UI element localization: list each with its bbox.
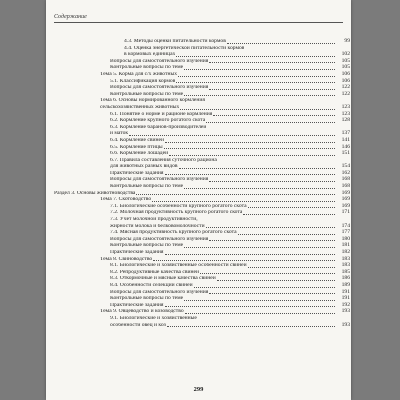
- toc-page-number: 186: [341, 275, 350, 282]
- toc-entry-title: в кормовых единицах: [124, 52, 176, 58]
- dot-leader: [248, 206, 335, 208]
- toc-entry: [46, 58, 351, 65]
- dot-leader: [184, 94, 335, 96]
- dot-leader: [184, 187, 335, 189]
- toc-entry-title: Вопросы для самостоятельного изучения: [110, 289, 209, 295]
- toc-entry-title: 6.4. Кормление свиней: [110, 137, 165, 143]
- toc-entry-title: Тема 8. Свиноводство: [100, 256, 153, 262]
- toc-entry-title: 7.1. Биологические особенности крупного рогатого скота: [110, 203, 247, 209]
- toc-entry-title: Контрольные вопросы по теме: [110, 243, 184, 249]
- toc-entry: [46, 203, 351, 210]
- toc-entry: [46, 150, 351, 157]
- toc-page-number: 169: [341, 202, 350, 209]
- dot-leader: [176, 81, 335, 83]
- toc-page-number: 137: [341, 130, 350, 137]
- toc-entry-title: Контрольные вопросы по теме: [110, 91, 184, 97]
- toc-entry-title: Тема 7. Скотоводство: [100, 197, 152, 203]
- toc-entry-title: 6.7. Правила составления суточного рациона: [110, 157, 217, 163]
- dot-leader: [209, 61, 335, 63]
- toc-entry-title: Вопросы для самостоятельного изучения: [110, 236, 209, 242]
- toc-entry-title: 4.3. Методы оценки питательности кормов: [124, 39, 226, 44]
- toc-entry-title: 4.4. Оценка энергетической питательности кормов: [124, 45, 245, 51]
- toc-page-number: 168: [341, 183, 350, 190]
- toc-page-number: 171: [341, 209, 350, 216]
- toc-entry: [46, 242, 351, 249]
- dot-leader: [165, 305, 336, 307]
- dot-leader: [178, 75, 335, 77]
- toc-entry: [46, 91, 351, 98]
- running-head: Содержание: [54, 14, 87, 20]
- toc-entry: [46, 124, 351, 137]
- toc-entry: [46, 269, 351, 276]
- toc-entry-title: 6.2. Кормление крупного рогатого скота: [110, 118, 206, 124]
- toc-entry: [46, 190, 351, 197]
- dot-leader: [209, 88, 335, 90]
- dot-leader: [165, 253, 336, 255]
- toc-entry: [46, 64, 351, 71]
- dot-leader: [165, 141, 335, 143]
- toc-page-number: 168: [341, 176, 350, 183]
- toc-entry-title: и маток: [110, 131, 129, 137]
- dot-leader: [209, 180, 335, 182]
- dot-leader: [167, 325, 335, 327]
- toc-entry: [46, 45, 351, 58]
- toc-page-number: 193: [341, 321, 350, 328]
- toc-entry: [46, 256, 351, 263]
- header-rule: [54, 22, 343, 23]
- toc-entry: [46, 308, 351, 315]
- toc-entry: [46, 137, 351, 144]
- toc-entry-title: 8.2. Репродуктивные качества свиней: [110, 269, 200, 275]
- toc-page-number: 105: [341, 57, 350, 64]
- table-of-contents: [46, 38, 351, 328]
- toc-entry-title: Практические задания: [110, 170, 164, 176]
- toc-entry: [46, 249, 351, 256]
- dot-leader: [153, 259, 335, 261]
- dot-leader: [165, 173, 336, 175]
- toc-entry: [46, 216, 351, 229]
- toc-page-number: 169: [341, 189, 350, 196]
- toc-entry-title: Практические задания: [110, 302, 164, 308]
- dot-leader: [184, 246, 335, 248]
- dot-leader: [243, 213, 335, 215]
- toc-page-number: 192: [341, 301, 350, 308]
- toc-page-number: 105: [341, 64, 350, 71]
- page-number: 299: [193, 386, 204, 393]
- toc-page-number: 183: [341, 255, 350, 262]
- toc-page-number: 191: [341, 288, 350, 295]
- dot-leader: [217, 279, 335, 281]
- toc-entry: [46, 157, 351, 170]
- toc-entry-title: 7.4. Мясная продуктивность крупного рогатого скота: [110, 230, 237, 236]
- toc-entry: [46, 183, 351, 190]
- dot-leader: [169, 154, 335, 156]
- toc-page-number: 162: [341, 169, 350, 176]
- toc-entry-title: жирности молока и белковомолочности: [110, 223, 205, 229]
- toc-entry-title: 7.3. Учет молочной продуктивности,: [110, 217, 198, 223]
- toc-page-number: 123: [341, 103, 350, 110]
- dot-leader: [179, 167, 335, 169]
- toc-entry: [46, 262, 351, 269]
- toc-entry: [46, 315, 351, 328]
- toc-entry-title: Раздел 3. Основы животноводства: [54, 190, 136, 196]
- toc-entry-title: 8.1. Биологические и хозяйственные особенности свиней: [110, 263, 247, 269]
- toc-entry: [46, 84, 351, 91]
- dot-leader: [152, 200, 335, 202]
- toc-entry-title: Вопросы для самостоятельного изучения: [110, 85, 209, 91]
- toc-entry-title: 6.3. Кормление баранов-производителей: [110, 124, 207, 130]
- dot-leader: [136, 193, 335, 195]
- dot-leader: [206, 226, 335, 228]
- toc-page-number: 193: [341, 308, 350, 315]
- dot-leader: [213, 114, 335, 116]
- toc-entry: [46, 144, 351, 151]
- toc-page-number: 177: [341, 229, 350, 236]
- toc-entry-title: 7.2. Молочная продуктивность крупного рогатого скота: [110, 210, 243, 216]
- dot-leader: [209, 292, 335, 294]
- toc-entry: [46, 170, 351, 177]
- dot-leader: [200, 272, 335, 274]
- toc-page-number: 174: [341, 222, 350, 229]
- toc-entry: [46, 176, 351, 183]
- toc-page-number: 181: [341, 242, 350, 249]
- dot-leader: [227, 42, 335, 44]
- toc-page-number: 182: [341, 249, 350, 255]
- toc-entry-title: 6.5. Кормление птицы: [110, 144, 163, 150]
- dot-leader: [248, 266, 335, 268]
- toc-entry-title: Контрольные вопросы по теме: [110, 65, 184, 71]
- toc-page-number: 185: [341, 268, 350, 275]
- toc-entry: [46, 289, 351, 296]
- toc-page-number: 106: [341, 77, 350, 84]
- toc-entry: [46, 71, 351, 78]
- dot-leader: [184, 68, 335, 70]
- toc-entry-title: для животных разных видов: [110, 164, 178, 170]
- dot-leader: [209, 239, 335, 241]
- toc-entry: [46, 236, 351, 243]
- toc-page-number: 180: [341, 235, 350, 242]
- dot-leader: [238, 233, 335, 235]
- toc-page-number: 123: [341, 110, 350, 117]
- dot-leader: [194, 286, 335, 288]
- toc-entry: [46, 229, 351, 236]
- toc-page-number: 151: [341, 150, 350, 157]
- toc-entry: [46, 196, 351, 203]
- toc-entry: [46, 78, 351, 85]
- toc-page-number: 102: [341, 51, 350, 58]
- toc-page-number: 122: [341, 84, 350, 91]
- dot-leader: [176, 55, 335, 57]
- toc-entry: [46, 302, 351, 309]
- toc-entry-title: Контрольные вопросы по теме: [110, 296, 184, 302]
- toc-entry-title: Вопросы для самостоятельного изучения: [110, 177, 209, 183]
- toc-page-number: 146: [341, 143, 350, 150]
- toc-entry-title: сельскохозяйственных животных: [100, 104, 180, 110]
- dot-leader: [129, 134, 335, 136]
- toc-page-number: 128: [341, 117, 350, 124]
- toc-entry-title: Контрольные вопросы по теме: [110, 184, 184, 190]
- toc-entry-title: Тема 5. Корма для с/х животных: [100, 71, 178, 77]
- toc-page-number: 106: [341, 70, 350, 77]
- toc-entry-title: Тема 6. Основы нормированного кормления: [100, 98, 205, 104]
- toc-entry-title: 6.1. Понятие о норме и рационе кормления: [110, 111, 213, 117]
- toc-entry-title: 9.1. Биологические и хозяйственные: [110, 315, 197, 321]
- book-page: [46, 0, 351, 400]
- toc-page-number: 122: [341, 90, 350, 97]
- toc-entry: [46, 97, 351, 110]
- toc-entry: [46, 111, 351, 118]
- dot-leader: [185, 312, 335, 314]
- toc-entry-title: 8.3. Откормочные и мясные качества свиней: [110, 276, 216, 282]
- toc-entry-title: Вопросы для самостоятельного изучения: [110, 58, 209, 64]
- dot-leader: [184, 299, 335, 301]
- toc-page-number: 183: [341, 262, 350, 269]
- toc-entry-title: 8.4. Особенности селекции свиней: [110, 282, 193, 288]
- toc-entry-title: 6.6. Кормление лошадей: [110, 151, 169, 157]
- toc-page-number: 99: [344, 38, 350, 44]
- toc-entry: [46, 282, 351, 289]
- toc-entry: [46, 275, 351, 282]
- toc-entry: [46, 117, 351, 124]
- toc-entry: [46, 295, 351, 302]
- toc-entry-title: 5.1. Классификация кормов: [110, 78, 176, 84]
- dot-leader: [206, 121, 335, 123]
- dot-leader: [180, 108, 335, 110]
- dot-leader: [164, 147, 335, 149]
- toc-entry-title: Практические задания: [110, 250, 164, 255]
- toc-entry: [46, 209, 351, 216]
- toc-entry-title: Тема 9. Овцеводство и козоводство: [100, 309, 184, 315]
- toc-page-number: 141: [341, 136, 350, 143]
- toc-page-number: 169: [341, 196, 350, 203]
- toc-page-number: 191: [341, 295, 350, 302]
- toc-entry: [46, 38, 351, 45]
- toc-entry-title: особенности овец и коз: [110, 322, 166, 328]
- toc-page-number: 154: [341, 163, 350, 170]
- toc-page-number: 189: [341, 281, 350, 288]
